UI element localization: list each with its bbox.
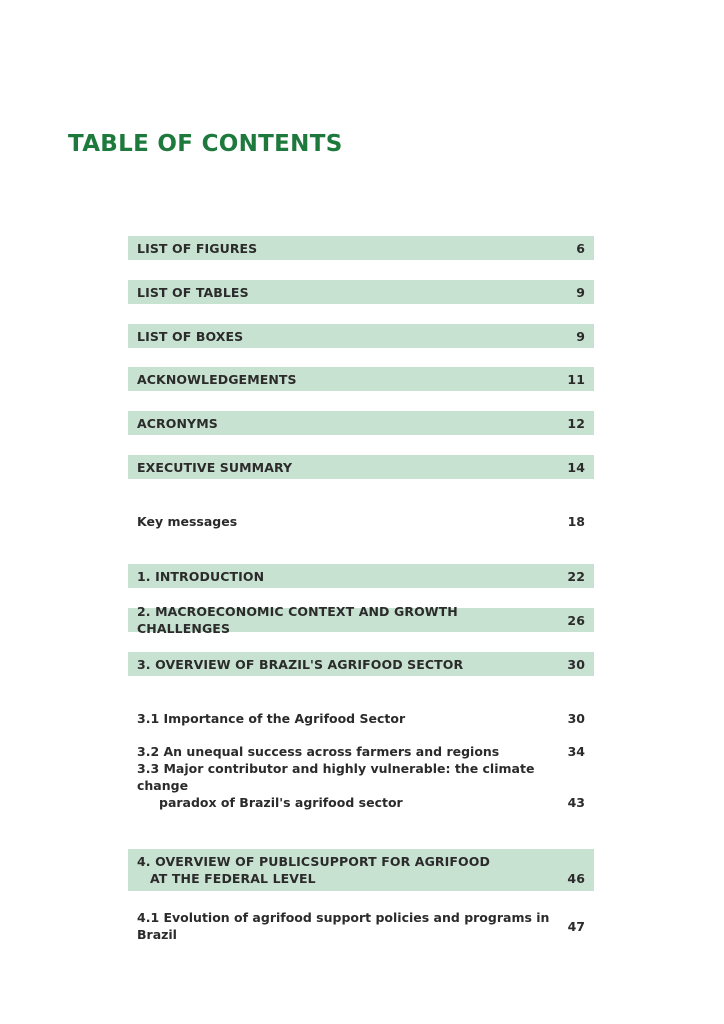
toc-entry-page: 6 (576, 240, 585, 256)
toc-entry-introduction[interactable] (128, 564, 594, 588)
toc-entry-page: 26 (567, 612, 585, 628)
toc-entry-page: 34 (567, 743, 585, 759)
toc-entry-label: 3. OVERVIEW OF BRAZIL'S AGRIFOOD SECTOR (137, 656, 464, 672)
toc-entry-label: 2. MACROECONOMIC CONTEXT AND GROWTH CHALLENGES (137, 604, 458, 636)
toc-entry-label-line: 3.3 Major contributor and highly vulnerable: the climate change (137, 761, 535, 793)
toc-entry-label: LIST OF FIGURES (137, 240, 258, 256)
toc-entry-page: 9 (576, 328, 585, 344)
toc-entry-label-line: 4. OVERVIEW OF PUBLICSUPPORT FOR AGRIFOOD (137, 854, 490, 869)
toc-entry-label: 3.1 Importance of the Agrifood Sector (137, 710, 406, 726)
toc-entry-label-line: paradox of Brazil's agrifood sector (159, 795, 403, 810)
toc-entry-label: 1. INTRODUCTION (137, 568, 265, 584)
toc-entry-page: 12 (567, 415, 585, 431)
toc-entry-list-of-figures[interactable] (128, 236, 594, 260)
toc-entry-label: LIST OF TABLES (137, 284, 249, 300)
toc-entry-page: 9 (576, 284, 585, 300)
toc-entry-page: 46 (567, 871, 585, 886)
toc-entry-acronyms[interactable] (128, 411, 594, 435)
toc-entry-label: EXECUTIVE SUMMARY (137, 459, 293, 475)
toc-entry-unequal-success[interactable] (128, 741, 594, 761)
toc-entry-macroeconomic[interactable] (128, 604, 594, 636)
toc-entry-executive-summary[interactable] (128, 455, 594, 479)
page-title: TABLE OF CONTENTS (68, 131, 343, 157)
toc-entry-page: 14 (567, 459, 585, 475)
toc-entry-page: 47 (567, 918, 585, 934)
toc-entry-page: 22 (567, 568, 585, 584)
toc-entry-label-line: AT THE FEDERAL LEVEL (150, 871, 316, 886)
toc-entry-evolution[interactable] (128, 910, 594, 942)
toc-entry-label: ACRONYMS (137, 415, 218, 431)
toc-entry-page: 30 (567, 710, 585, 726)
toc-entry-public-support[interactable] (128, 849, 594, 891)
toc-entry-page: 30 (567, 656, 585, 672)
toc-entry-label: 3.2 An unequal success across farmers and regions (137, 743, 500, 759)
toc-entry-list-of-tables[interactable] (128, 280, 594, 304)
toc-entry-list-of-boxes[interactable] (128, 324, 594, 348)
toc-entry-label: LIST OF BOXES (137, 328, 244, 344)
toc-entry-key-messages[interactable] (128, 511, 594, 531)
toc-entry-label: ACKNOWLEDGEMENTS (137, 371, 297, 387)
toc-entry-label (137, 760, 565, 811)
toc-entry-importance[interactable] (128, 708, 594, 728)
toc-entry-page: 11 (567, 371, 585, 387)
toc-entry-page: 18 (567, 513, 585, 529)
toc-entry-overview-agrifood[interactable] (128, 652, 594, 676)
toc-entry-label (137, 853, 565, 887)
toc-entry-label: Key messages (137, 513, 238, 529)
toc-entry-page: 43 (567, 795, 585, 810)
toc-entry-acknowledgements[interactable] (128, 367, 594, 391)
toc-entry-major-contributor[interactable] (128, 761, 594, 811)
toc-entry-label: 4.1 Evolution of agrifood support policies and programs in Brazil (137, 910, 550, 942)
